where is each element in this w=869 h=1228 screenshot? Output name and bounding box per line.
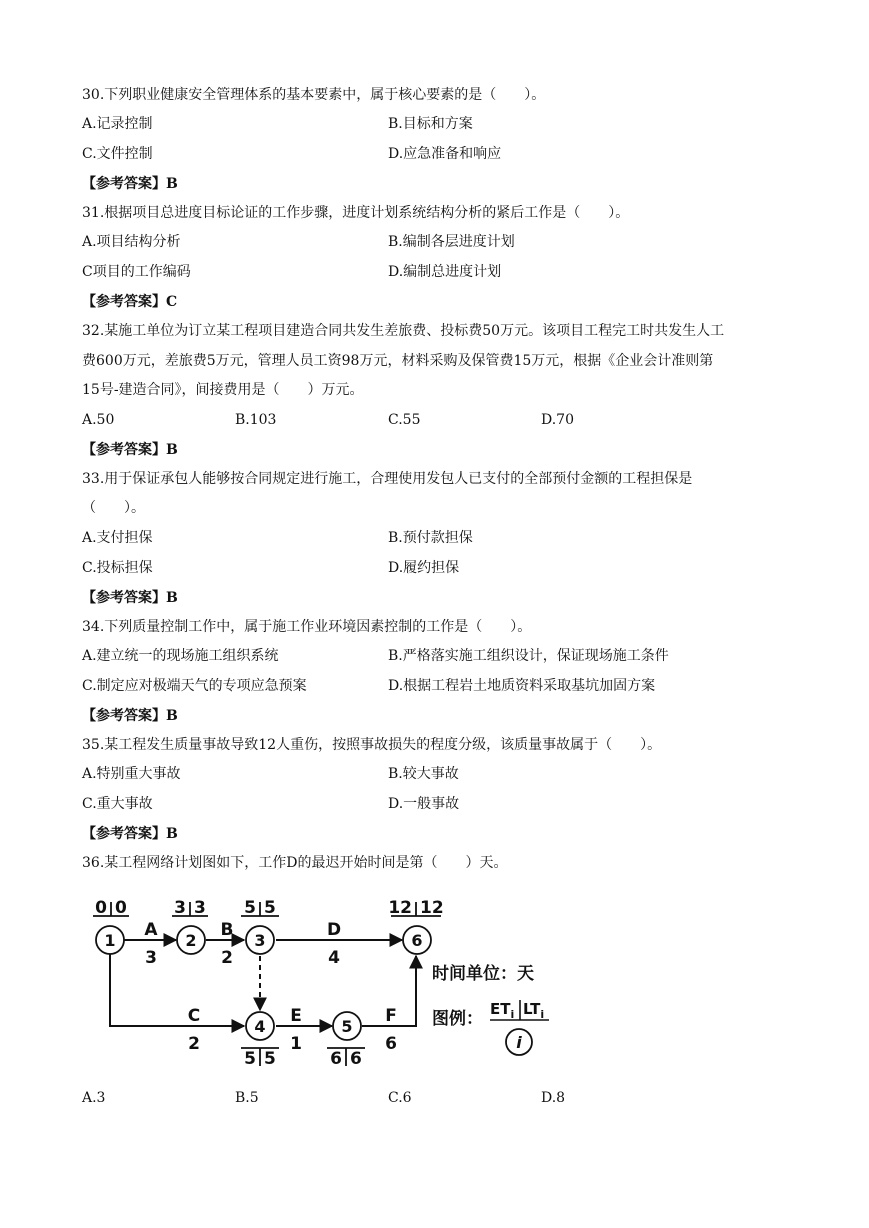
q31-option-a: A.项目结构分析 <box>82 234 181 250</box>
node-6: 6 <box>411 931 423 950</box>
activity-a-duration: 3 <box>145 948 157 968</box>
q35-answer: 【参考答案】B <box>82 826 178 842</box>
node-2-lt: 3 <box>194 898 206 918</box>
node-2: 2 <box>185 931 197 950</box>
question-30-stem: 30.下列职业健康安全管理体系的基本要素中，属于核心要素的是（ ）。 <box>82 87 546 103</box>
legend-lt: $LT_i$ <box>523 1000 545 1021</box>
question-35-stem: 35.某工程发生质量事故导致12人重伤，按照事故损失的程度分级，该质量事故属于（ ）。 <box>82 737 662 753</box>
q34-option-c: C.制定应对极端天气的专项应急预案 <box>82 678 307 694</box>
legend-et: $ET_i$ <box>490 1000 515 1021</box>
node-5: 5 <box>341 1017 353 1036</box>
node-1-et: 0 <box>95 898 107 918</box>
question-36-stem: 36.某工程网络计划图如下，工作D的最迟开始时间是第（ ）天。 <box>82 855 508 871</box>
activity-d-name: D <box>326 920 342 940</box>
question-34-stem: 34.下列质量控制工作中，属于施工作业环境因素控制的工作是（ ）。 <box>82 619 532 635</box>
legend-node-label: i <box>516 1033 522 1052</box>
q31-answer: 【参考答案】C <box>82 294 178 310</box>
q32-option-b: B.103 <box>235 412 277 428</box>
activity-c-name: C <box>187 1006 201 1026</box>
q31-option-d: D.编制总进度计划 <box>388 264 502 280</box>
question-32-stem-line-3: 15号-建造合同》，间接费用是（ ）万元。 <box>82 382 364 398</box>
q34-answer: 【参考答案】B <box>82 708 178 724</box>
node-1-lt: 0 <box>115 898 127 918</box>
q34-option-b: B.严格落实施工组织设计，保证现场施工条件 <box>388 648 669 664</box>
q33-option-c: C.投标担保 <box>82 560 153 576</box>
question-33-stem-line-1: 33.用于保证承包人能够按合同规定进行施工，合理使用发包人已支付的全部预付金额的工程担保是 <box>82 471 693 487</box>
question-32-stem-line-2: 费600万元，差旅费5万元，管理人员工资98万元，材料采购及保管费15万元，根据《企业会计准则第 <box>82 353 714 369</box>
node-5-et: 6 <box>330 1049 342 1069</box>
activity-d-duration: 4 <box>328 948 340 968</box>
q34-option-a: A.建立统一的现场施工组织系统 <box>82 648 279 664</box>
q36-option-c: C.6 <box>388 1090 412 1106</box>
q36-option-b: B.5 <box>235 1090 259 1106</box>
q35-option-b: B.较大事故 <box>388 766 459 782</box>
q30-option-b: B.目标和方案 <box>388 116 473 132</box>
q36-option-a: A.3 <box>82 1090 106 1106</box>
q33-option-b: B.预付款担保 <box>388 530 473 546</box>
node-3: 3 <box>254 931 266 950</box>
q30-option-d: D.应急准备和响应 <box>388 146 502 162</box>
q30-answer: 【参考答案】B <box>82 176 178 192</box>
q32-answer: 【参考答案】B <box>82 442 178 458</box>
q34-option-d: D.根据工程岩土地质资料采取基坑加固方案 <box>388 678 656 694</box>
activity-f-duration: 6 <box>385 1034 397 1054</box>
node-1: 1 <box>104 931 116 950</box>
question-33-stem-line-2: （ ）。 <box>82 500 145 516</box>
q35-option-a: A.特别重大事故 <box>82 766 181 782</box>
node-5-lt: 6 <box>350 1049 362 1069</box>
legend-label: 图例： <box>432 1009 483 1029</box>
q36-option-d: D.8 <box>541 1090 566 1106</box>
q32-option-d: D.70 <box>541 412 574 428</box>
network-plan-diagram <box>0 880 869 1080</box>
activity-b-name: B <box>220 920 234 940</box>
node-6-lt: 12 <box>420 898 444 918</box>
question-31-stem: 31.根据项目总进度目标论证的工作步骤，进度计划系统结构分析的紧后工作是（ ）。 <box>82 205 630 221</box>
q32-option-a: A.50 <box>82 412 115 428</box>
q35-option-c: C.重大事故 <box>82 796 153 812</box>
q32-option-c: C.55 <box>388 412 421 428</box>
time-unit-label: 时间单位：天 <box>432 964 534 984</box>
q30-option-a: A.记录控制 <box>82 116 153 132</box>
activity-f-name: F <box>385 1006 397 1026</box>
question-32-stem-line-1: 32.某施工单位为订立某工程项目建造合同共发生差旅费、投标费50万元。该项目工程完工时共发生人工 <box>82 323 725 339</box>
node-3-et: 5 <box>244 898 256 918</box>
q33-option-a: A.支付担保 <box>82 530 153 546</box>
q31-option-c: C项目的工作编码 <box>82 264 191 280</box>
node-3-lt: 5 <box>264 898 276 918</box>
node-4-et: 5 <box>244 1049 256 1069</box>
q31-option-b: B.编制各层进度计划 <box>388 234 515 250</box>
q33-option-d: D.履约担保 <box>388 560 460 576</box>
activity-c-duration: 2 <box>188 1034 200 1054</box>
q30-option-c: C.文件控制 <box>82 146 153 162</box>
q35-option-d: D.一般事故 <box>388 796 460 812</box>
node-2-et: 3 <box>174 898 186 918</box>
node-4-lt: 5 <box>264 1049 276 1069</box>
node-6-et: 12 <box>388 898 412 918</box>
activity-a-name: A <box>144 920 158 940</box>
activity-e-duration: 1 <box>290 1034 302 1054</box>
activity-e-name: E <box>290 1006 302 1026</box>
node-4: 4 <box>254 1017 266 1036</box>
activity-b-duration: 2 <box>221 948 233 968</box>
q33-answer: 【参考答案】B <box>82 590 178 606</box>
